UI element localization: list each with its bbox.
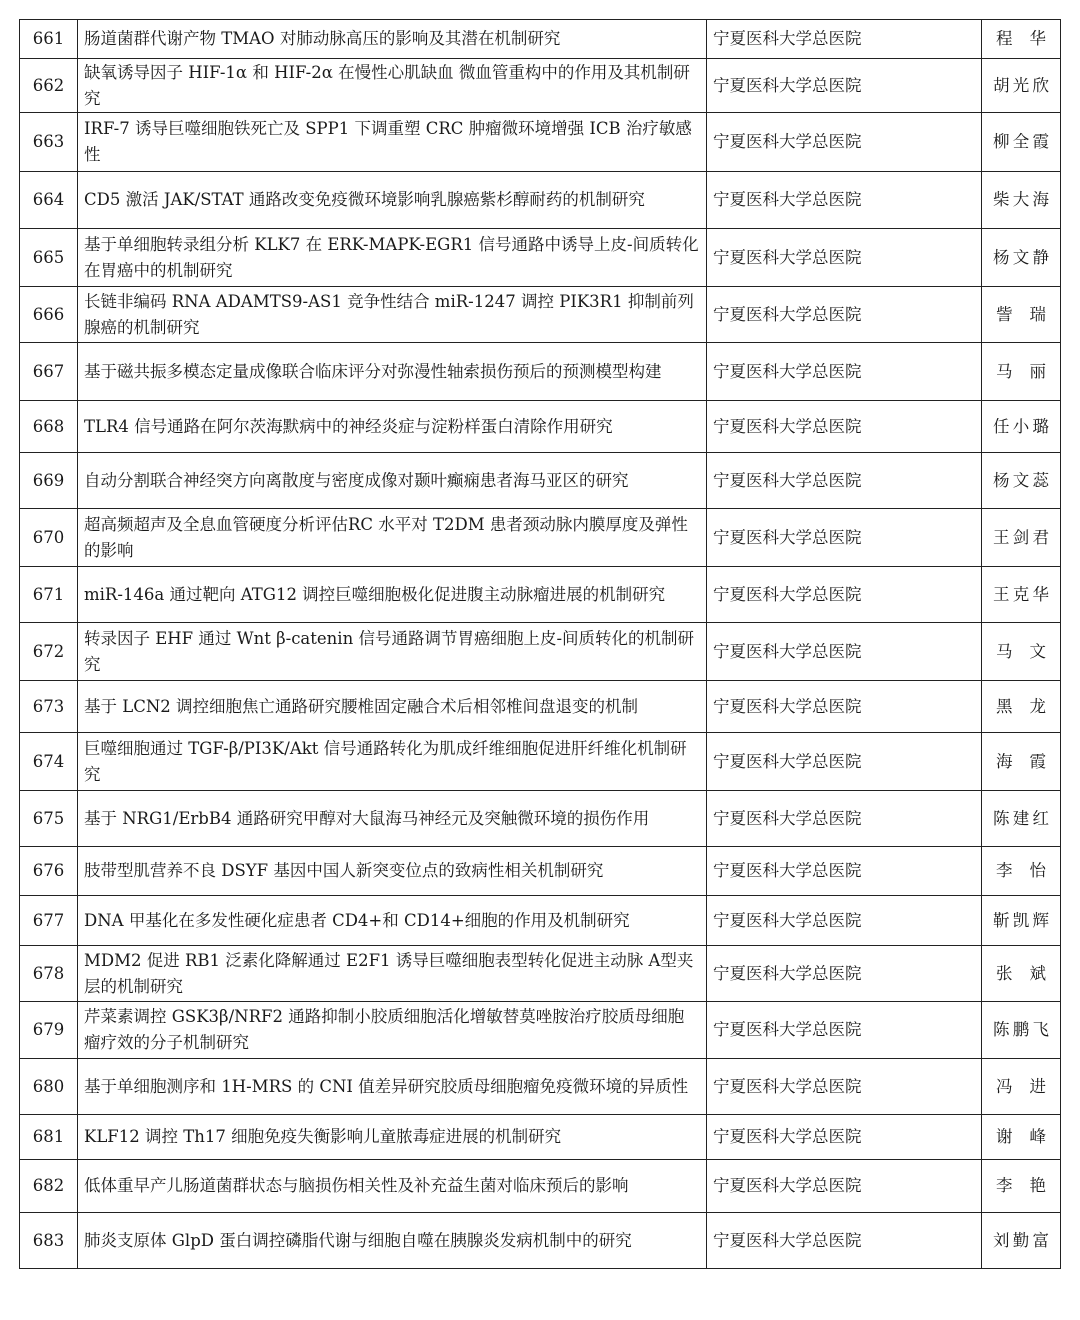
project-title: 基于单细胞转录组分析 KLK7 在 ERK-MAPK-EGR1 信号通路中诱导上皮-间质转化在胃癌中的机制研究 — [78, 229, 707, 287]
table-row — [20, 453, 1061, 509]
person-cell — [982, 896, 1061, 946]
row-number: 676 — [20, 847, 78, 896]
person-cell — [982, 681, 1061, 733]
institution-name: 宁夏医科大学总医院 — [707, 287, 982, 343]
person-cell — [982, 946, 1061, 1002]
institution-name: 宁夏医科大学总医院 — [707, 20, 982, 59]
table-row — [20, 1059, 1061, 1115]
table-row — [20, 1002, 1061, 1059]
institution-name: 宁夏医科大学总医院 — [707, 229, 982, 287]
person-name: 王剑君 — [993, 527, 1049, 547]
project-title: 肠道菌群代谢产物 TMAO 对肺动脉高压的影响及其潜在机制研究 — [78, 20, 707, 59]
row-number: 663 — [20, 113, 78, 172]
table-row — [20, 896, 1061, 946]
project-title: miR-146a 通过靶向 ATG12 调控巨噬细胞极化促进腹主动脉瘤进展的机制研究 — [78, 567, 707, 623]
person-name: 张斌 — [996, 963, 1046, 983]
institution-name: 宁夏医科大学总医院 — [707, 733, 982, 791]
project-title: IRF-7 诱导巨噬细胞铁死亡及 SPP1 下调重塑 CRC 肿瘤微环境增强 ICB 治疗敏感性 — [78, 113, 707, 172]
table-row — [20, 1115, 1061, 1160]
institution-name: 宁夏医科大学总医院 — [707, 1160, 982, 1213]
table-row — [20, 20, 1061, 59]
table-row — [20, 1160, 1061, 1213]
person-cell — [982, 1059, 1061, 1115]
person-cell — [982, 623, 1061, 681]
institution-name: 宁夏医科大学总医院 — [707, 1002, 982, 1059]
row-number: 681 — [20, 1115, 78, 1160]
person-cell — [982, 343, 1061, 401]
row-number: 672 — [20, 623, 78, 681]
table-row — [20, 172, 1061, 229]
project-title: DNA 甲基化在多发性硬化症患者 CD4+和 CD14+细胞的作用及机制研究 — [78, 896, 707, 946]
project-title: 基于单细胞测序和 1H-MRS 的 CNI 值差异研究胶质母细胞瘤免疫微环境的异质性 — [78, 1059, 707, 1115]
table-row — [20, 946, 1061, 1002]
institution-name: 宁夏医科大学总医院 — [707, 567, 982, 623]
institution-name: 宁夏医科大学总医院 — [707, 172, 982, 229]
row-number: 675 — [20, 791, 78, 847]
person-cell — [982, 1002, 1061, 1059]
row-number: 680 — [20, 1059, 78, 1115]
row-number: 671 — [20, 567, 78, 623]
project-title: 巨噬细胞通过 TGF-β/PI3K/Akt 信号通路转化为肌成纤维细胞促进肝纤维化机制研究 — [78, 733, 707, 791]
table-row — [20, 847, 1061, 896]
project-title: 基于 LCN2 调控细胞焦亡通路研究腰椎固定融合术后相邻椎间盘退变的机制 — [78, 681, 707, 733]
institution-name: 宁夏医科大学总医院 — [707, 59, 982, 113]
project-title: 低体重早产儿肠道菌群状态与脑损伤相关性及补充益生菌对临床预后的影响 — [78, 1160, 707, 1213]
row-number: 674 — [20, 733, 78, 791]
institution-name: 宁夏医科大学总医院 — [707, 681, 982, 733]
project-title: MDM2 促进 RB1 泛素化降解通过 E2F1 诱导巨噬细胞表型转化促进主动脉 A型夹层的机制研究 — [78, 946, 707, 1002]
institution-name: 宁夏医科大学总医院 — [707, 509, 982, 567]
person-cell — [982, 567, 1061, 623]
person-cell — [982, 59, 1061, 113]
institution-name: 宁夏医科大学总医院 — [707, 1115, 982, 1160]
institution-name: 宁夏医科大学总医院 — [707, 343, 982, 401]
institution-name: 宁夏医科大学总医院 — [707, 847, 982, 896]
table-row — [20, 287, 1061, 343]
person-name: 冯进 — [996, 1076, 1046, 1096]
person-cell — [982, 1213, 1061, 1269]
table-row — [20, 401, 1061, 453]
row-number: 668 — [20, 401, 78, 453]
project-title: 超高频超声及全息血管硬度分析评估RC 水平对 T2DM 患者颈动脉内膜厚度及弹性的影响 — [78, 509, 707, 567]
person-name: 李怡 — [996, 861, 1046, 880]
table-row — [20, 791, 1061, 847]
table-row — [20, 509, 1061, 567]
person-cell — [982, 287, 1061, 343]
person-name: 李艳 — [996, 1176, 1046, 1195]
table-row — [20, 59, 1061, 113]
project-title: 转录因子 EHF 通过 Wnt β-catenin 信号通路调节胃癌细胞上皮-间质转化的机制研究 — [78, 623, 707, 681]
institution-name: 宁夏医科大学总医院 — [707, 946, 982, 1002]
person-name: 刘勤富 — [993, 1230, 1049, 1250]
person-name: 任小璐 — [993, 416, 1049, 436]
project-title: 自动分割联合神经突方向离散度与密度成像对颞叶癫痫患者海马亚区的研究 — [78, 453, 707, 509]
person-name: 胡光欣 — [993, 75, 1049, 95]
person-name: 杨文蕊 — [993, 470, 1049, 490]
table-row — [20, 623, 1061, 681]
person-name: 靳凯辉 — [993, 910, 1049, 930]
person-cell — [982, 733, 1061, 791]
person-cell — [982, 791, 1061, 847]
row-number: 662 — [20, 59, 78, 113]
person-name: 訾瑞 — [996, 304, 1046, 324]
person-name: 程华 — [996, 29, 1046, 48]
institution-name: 宁夏医科大学总医院 — [707, 791, 982, 847]
project-title: 肢带型肌营养不良 DSYF 基因中国人新突变位点的致病性相关机制研究 — [78, 847, 707, 896]
table-row — [20, 1213, 1061, 1269]
table-row — [20, 567, 1061, 623]
institution-name: 宁夏医科大学总医院 — [707, 113, 982, 172]
row-number: 666 — [20, 287, 78, 343]
row-number: 665 — [20, 229, 78, 287]
table-row — [20, 681, 1061, 733]
person-name: 王克华 — [993, 584, 1049, 604]
project-list-body — [20, 20, 1061, 1269]
project-list-table — [19, 19, 1061, 1269]
project-title: 基于磁共振多模态定量成像联合临床评分对弥漫性轴索损伤预后的预测模型构建 — [78, 343, 707, 401]
project-title: 基于 NRG1/ErbB4 通路研究甲醇对大鼠海马神经元及突触微环境的损伤作用 — [78, 791, 707, 847]
person-name: 马文 — [996, 641, 1046, 661]
person-cell — [982, 453, 1061, 509]
row-number: 673 — [20, 681, 78, 733]
row-number: 664 — [20, 172, 78, 229]
person-name: 黑龙 — [996, 696, 1046, 716]
person-name: 柳全霞 — [993, 132, 1049, 151]
person-cell — [982, 1160, 1061, 1213]
row-number: 669 — [20, 453, 78, 509]
person-cell — [982, 509, 1061, 567]
person-cell — [982, 20, 1061, 59]
project-title: 缺氧诱导因子 HIF-1α 和 HIF-2α 在慢性心肌缺血 微血管重构中的作用及其机制研究 — [78, 59, 707, 113]
row-number: 667 — [20, 343, 78, 401]
institution-name: 宁夏医科大学总医院 — [707, 1213, 982, 1269]
person-cell — [982, 229, 1061, 287]
institution-name: 宁夏医科大学总医院 — [707, 453, 982, 509]
project-title: 肺炎支原体 GlpD 蛋白调控磷脂代谢与细胞自噬在胰腺炎发病机制中的研究 — [78, 1213, 707, 1269]
person-cell — [982, 113, 1061, 172]
row-number: 678 — [20, 946, 78, 1002]
project-title: 长链非编码 RNA ADAMTS9-AS1 竞争性结合 miR-1247 调控 PIK3R1 抑制前列腺癌的机制研究 — [78, 287, 707, 343]
person-cell — [982, 1115, 1061, 1160]
row-number: 682 — [20, 1160, 78, 1213]
table-row — [20, 733, 1061, 791]
table-row — [20, 343, 1061, 401]
person-name: 谢峰 — [996, 1127, 1046, 1146]
project-title: KLF12 调控 Th17 细胞免疫失衡影响儿童脓毒症进展的机制研究 — [78, 1115, 707, 1160]
row-number: 661 — [20, 20, 78, 59]
institution-name: 宁夏医科大学总医院 — [707, 1059, 982, 1115]
institution-name: 宁夏医科大学总医院 — [707, 896, 982, 946]
row-number: 677 — [20, 896, 78, 946]
person-name: 陈鹏飞 — [993, 1020, 1049, 1039]
project-title: 芹菜素调控 GSK3β/NRF2 通路抑制小胶质细胞活化增敏替莫唑胺治疗胶质母细胞瘤疗效的分子机制研究 — [78, 1002, 707, 1059]
project-title: TLR4 信号通路在阿尔茨海默病中的神经炎症与淀粉样蛋白清除作用研究 — [78, 401, 707, 453]
institution-name: 宁夏医科大学总医院 — [707, 623, 982, 681]
person-name: 柴大海 — [993, 190, 1049, 209]
person-name: 陈建红 — [993, 808, 1049, 828]
person-cell — [982, 172, 1061, 229]
person-cell — [982, 847, 1061, 896]
person-cell — [982, 401, 1061, 453]
row-number: 679 — [20, 1002, 78, 1059]
person-name: 杨文静 — [993, 247, 1049, 267]
person-name: 海霞 — [996, 751, 1046, 771]
project-title: CD5 激活 JAK/STAT 通路改变免疫微环境影响乳腺癌紫杉醇耐药的机制研究 — [78, 172, 707, 229]
row-number: 670 — [20, 509, 78, 567]
person-name: 马丽 — [996, 361, 1046, 381]
table-row — [20, 113, 1061, 172]
institution-name: 宁夏医科大学总医院 — [707, 401, 982, 453]
row-number: 683 — [20, 1213, 78, 1269]
table-row — [20, 229, 1061, 287]
